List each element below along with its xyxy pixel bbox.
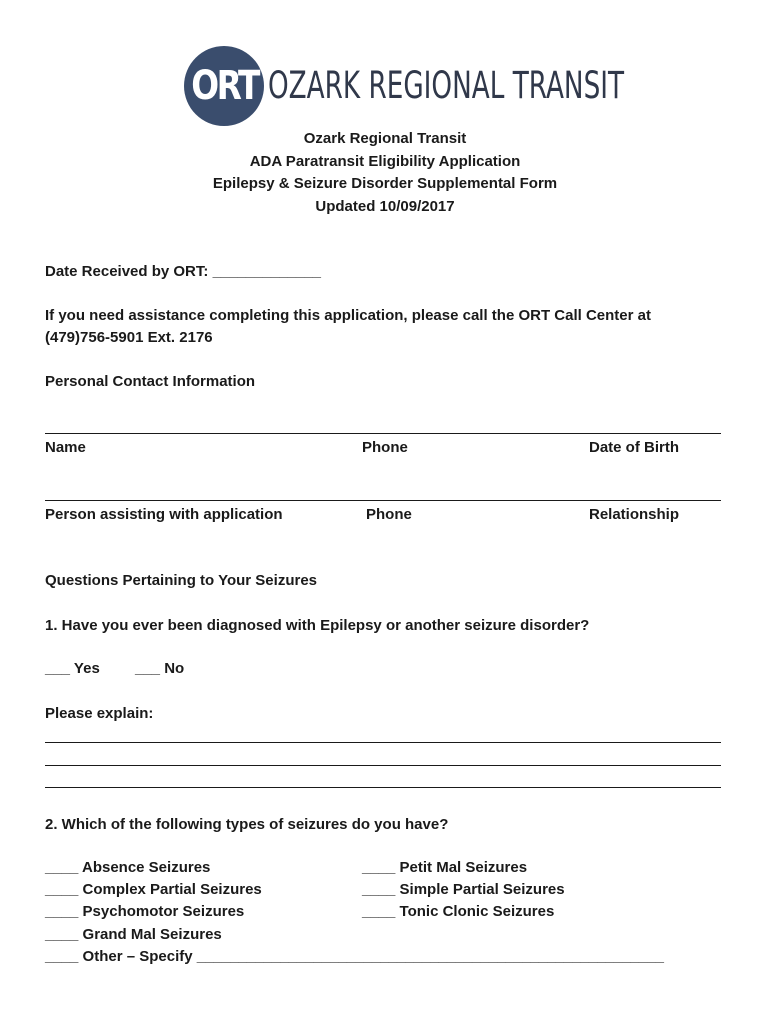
q2-option-tonic-clonic[interactable]: ____ Tonic Clonic Seizures: [362, 903, 555, 920]
assistant-phone-label: Phone: [366, 506, 412, 523]
ort-logo-circle: [184, 46, 264, 126]
ort-logo: [184, 46, 625, 126]
q2-option-simple-partial[interactable]: ____ Simple Partial Seizures: [362, 881, 565, 898]
q1-explain-line-3[interactable]: [45, 787, 721, 788]
date-received-field[interactable]: _____________: [212, 263, 322, 280]
assistance-phone: (479)756-5901 Ext. 2176: [45, 329, 213, 346]
name-label: Name: [45, 439, 86, 456]
header-application-title: ADA Paratransit Eligibility Application: [249, 152, 521, 170]
question-2-text: 2. Which of the following types of seizures do you have?: [45, 816, 449, 833]
q2-option-absence[interactable]: ____ Absence Seizures: [45, 859, 211, 876]
header-form-title: Epilepsy & Seizure Disorder Supplemental Form: [212, 175, 558, 192]
q2-other-label[interactable]: ____ Other – Specify: [45, 948, 197, 965]
q1-explain-line-2[interactable]: [45, 765, 721, 766]
person-assisting-label: Person assisting with application: [45, 506, 283, 523]
personal-contact-heading: Personal Contact Information: [45, 373, 256, 390]
assistant-contact-field-row2[interactable]: [45, 500, 721, 501]
q2-option-petit-mal[interactable]: ____ Petit Mal Seizures: [362, 859, 528, 876]
q1-yes-option[interactable]: ___ Yes: [45, 660, 100, 677]
date-of-birth-label: Date of Birth: [589, 439, 679, 456]
q1-no-option[interactable]: ___ No: [135, 660, 185, 677]
ort-logo-wordmark: OZARK REGIONAL TRANSIT: [268, 64, 625, 107]
question-1-text: 1. Have you ever been diagnosed with Epilepsy or another seizure disorder?: [45, 617, 590, 634]
q1-explain-label: Please explain:: [45, 705, 154, 722]
q1-explain-line-1[interactable]: [45, 742, 721, 743]
q2-other-specify-field[interactable]: ________________________________________________________: [196, 948, 664, 965]
relationship-label: Relationship: [589, 506, 680, 523]
personal-contact-field-row1[interactable]: [45, 433, 721, 434]
questions-heading: Questions Pertaining to Your Seizures: [45, 572, 317, 589]
header-organization: Ozark Regional Transit: [303, 130, 467, 147]
ort-logo-mark: ORT: [191, 63, 258, 109]
phone-label: Phone: [362, 439, 408, 456]
date-received-line: [45, 262, 321, 282]
q2-option-psychomotor[interactable]: ____ Psychomotor Seizures: [45, 903, 245, 920]
header-updated-date: Updated 10/09/2017: [315, 197, 455, 215]
assistance-text-line1: If you need assistance completing this application, please call the ORT Call Center at: [45, 307, 651, 324]
q2-option-grand-mal[interactable]: ____ Grand Mal Seizures: [45, 926, 222, 943]
date-received-label: Date Received by ORT:: [45, 263, 213, 280]
q2-option-complex-partial[interactable]: ____ Complex Partial Seizures: [45, 881, 262, 898]
q2-option-other: [45, 947, 664, 967]
form-header: [0, 128, 770, 218]
